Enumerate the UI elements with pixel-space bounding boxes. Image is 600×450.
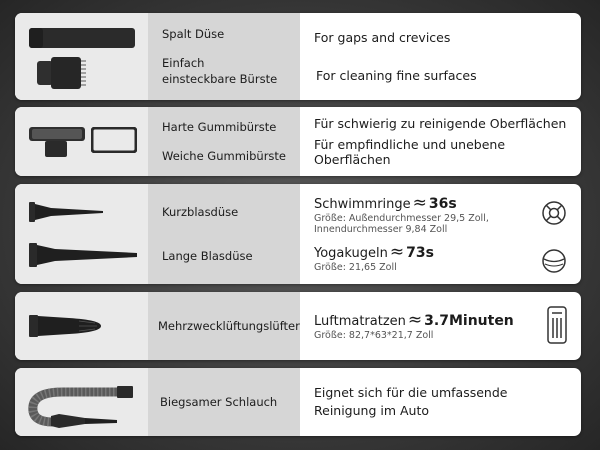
stat-value: 3.7Minuten (424, 312, 514, 329)
accessory-row-3 (15, 184, 581, 284)
accessory-description: Für schwierig zu reinigende Oberflächen (314, 116, 567, 131)
soft-rubber-brush-icon (91, 127, 137, 153)
flexible-hose-icon (23, 378, 145, 428)
inflation-stat (314, 309, 581, 341)
accessory-description: Für empfindliche und unebene Oberflächen (314, 137, 506, 167)
approx-sign: ≈ (407, 309, 423, 330)
accessory-name: Spalt Düse (162, 26, 225, 41)
accessory-descriptions-4 (300, 292, 581, 360)
multipurpose-vent-nozzle-icon (29, 312, 103, 340)
accessory-images-1 (15, 13, 148, 100)
accessory-names-2 (148, 107, 300, 176)
accessory-name: Harte Gummibürste (162, 120, 277, 135)
accessory-name: Weiche Gummibürste (162, 148, 287, 163)
stat-size: Größe: Außendurchmesser 29,5 Zoll, Innendurchmesser 9,84 Zoll (314, 212, 489, 235)
accessory-images-3 (15, 184, 148, 284)
stat-label: Luftmatratzen (314, 313, 406, 329)
long-blow-nozzle-icon (29, 240, 139, 270)
accessory-images-2 (15, 107, 148, 176)
accessory-images-4 (15, 292, 148, 360)
accessory-name: Kurzblasdüse (162, 205, 239, 219)
crevice-nozzle-icon (29, 27, 135, 49)
stat-size: Größe: 21,65 Zoll (314, 262, 397, 274)
accessory-descriptions-1 (300, 13, 581, 100)
accessory-name: Einfach einsteckbare Bürste (162, 56, 278, 87)
accessory-description: For cleaning fine surfaces (316, 67, 477, 83)
brush-attachment-icon (37, 57, 87, 89)
stat-label: Yogakugeln (314, 246, 388, 262)
approx-sign: ≈ (389, 242, 405, 263)
accessory-row-2 (15, 107, 581, 176)
accessory-name: Mehrzwecklüftungslüfter (158, 319, 300, 333)
accessory-descriptions-5 (300, 368, 581, 436)
accessory-names-3 (148, 184, 300, 284)
accessory-description: For gaps and crevices (314, 30, 451, 46)
stat-size: Größe: 82,7*63*21,7 Zoll (314, 329, 434, 341)
accessory-name: Lange Blasdüse (162, 249, 253, 263)
stat-value: 73s (406, 245, 434, 262)
accessory-descriptions-2 (300, 107, 581, 176)
accessory-names-4 (148, 292, 300, 360)
swim-ring-icon (541, 200, 567, 226)
accessory-images-5 (15, 368, 148, 436)
accessory-names-5 (148, 368, 300, 436)
stat-label: Schwimmringe (314, 196, 411, 212)
approx-sign: ≈ (412, 192, 427, 213)
accessory-name: Biegsamer Schlauch (160, 395, 278, 409)
accessory-row-4 (15, 292, 581, 360)
stat-value: 36s (428, 195, 457, 212)
accessory-descriptions-3 (300, 184, 581, 284)
accessory-row-1 (15, 13, 581, 100)
yoga-ball-icon (541, 248, 567, 274)
air-mattress-icon (547, 306, 567, 344)
accessory-description: Eignet sich für die umfassende Reinigung im Auto (314, 385, 508, 418)
hard-rubber-brush-icon (29, 125, 87, 159)
accessory-row-5 (15, 368, 581, 436)
short-blow-nozzle-icon (29, 198, 105, 226)
accessory-names-1 (148, 13, 300, 100)
